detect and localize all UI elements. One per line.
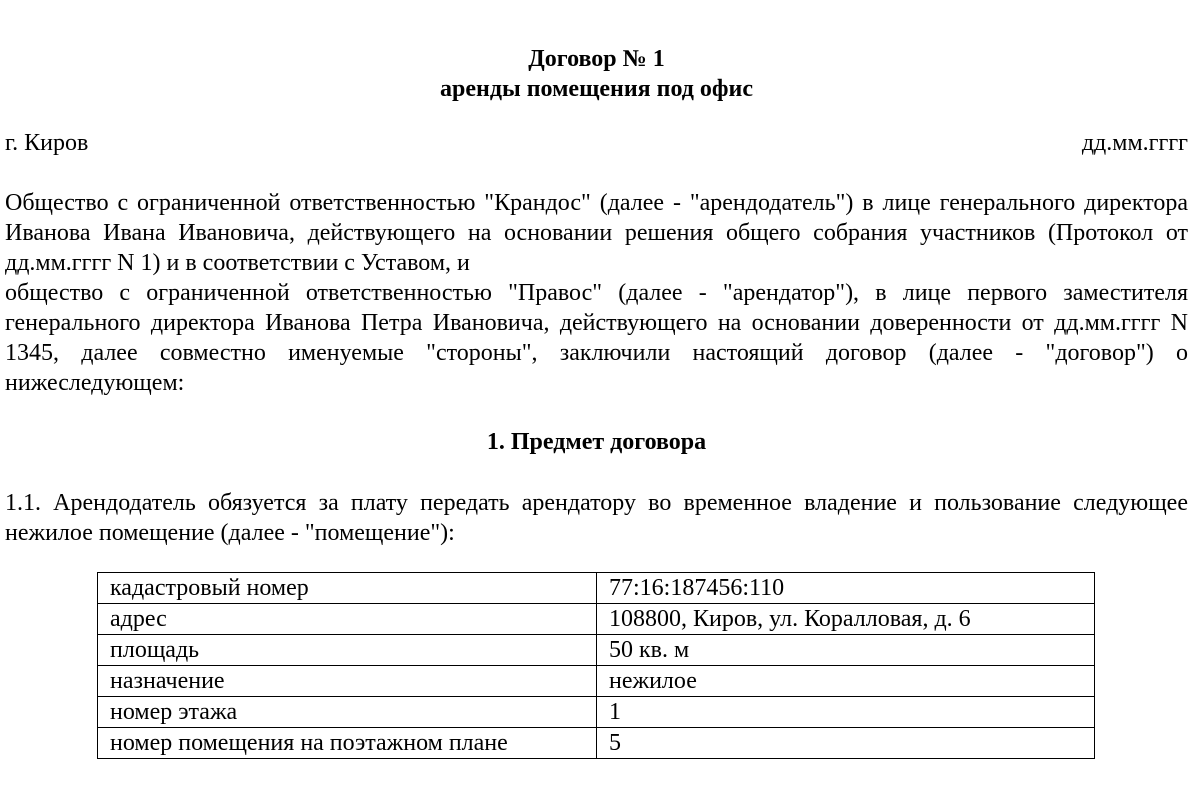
clause-1-1: 1.1. Арендодатель обязуется за плату передать арендатору во временное владение и пользование следующее нежилое помещение (далее - "помещение"): xyxy=(5,490,1188,546)
premises-value: 50 кв. м xyxy=(597,635,1095,666)
intro-party-2: общество с ограниченной ответственностью "Правос" (далее - "арендатор"), в лице первого заместителя генерального директора Иванова Петра Ивановича, действующего на основании доверенности от дд.мм.гггг N 1345, далее совместно именуемые "стороны", заключили настоящий договор (далее - "договор") о нижеследующем: xyxy=(5,280,1188,396)
table-row xyxy=(98,666,1095,697)
premises-key: номер помещения на поэтажном плане xyxy=(98,728,597,759)
premises-value: 108800, Киров, ул. Коралловая, д. 6 xyxy=(597,604,1095,635)
contract-date: дд.мм.гггг xyxy=(1081,130,1188,156)
contract-title-line-2: аренды помещения под офис xyxy=(440,76,753,102)
premises-value: 77:16:187456:110 xyxy=(597,573,1095,604)
table-row xyxy=(98,697,1095,728)
contract-city: г. Киров xyxy=(5,130,89,156)
contract-title-line-1: Договор № 1 xyxy=(528,46,665,72)
premises-key: назначение xyxy=(98,666,597,697)
premises-key: кадастровый номер xyxy=(98,573,597,604)
table-row xyxy=(98,604,1095,635)
premises-key: номер этажа xyxy=(98,697,597,728)
premises-value: 5 xyxy=(597,728,1095,759)
intro-party-1: Общество с ограниченной ответственностью "Крандос" (далее - "арендодатель") в лице генерального директора Иванова Ивана Ивановича, действующего на основании решения общего собрания участников (Протокол от дд.мм.гггг N 1) и в соответствии с Уставом, и xyxy=(5,190,1188,276)
premises-key: площадь xyxy=(98,635,597,666)
table-row xyxy=(98,573,1095,604)
table-row xyxy=(98,728,1095,759)
premises-key: адрес xyxy=(98,604,597,635)
contract-title xyxy=(5,0,1188,104)
premises-table xyxy=(97,572,1095,759)
table-row xyxy=(98,635,1095,666)
premises-value: 1 xyxy=(597,697,1095,728)
premises-value: нежилое xyxy=(597,666,1095,697)
section-1-heading: 1. Предмет договора xyxy=(486,429,707,455)
place-date-row xyxy=(5,128,1188,158)
